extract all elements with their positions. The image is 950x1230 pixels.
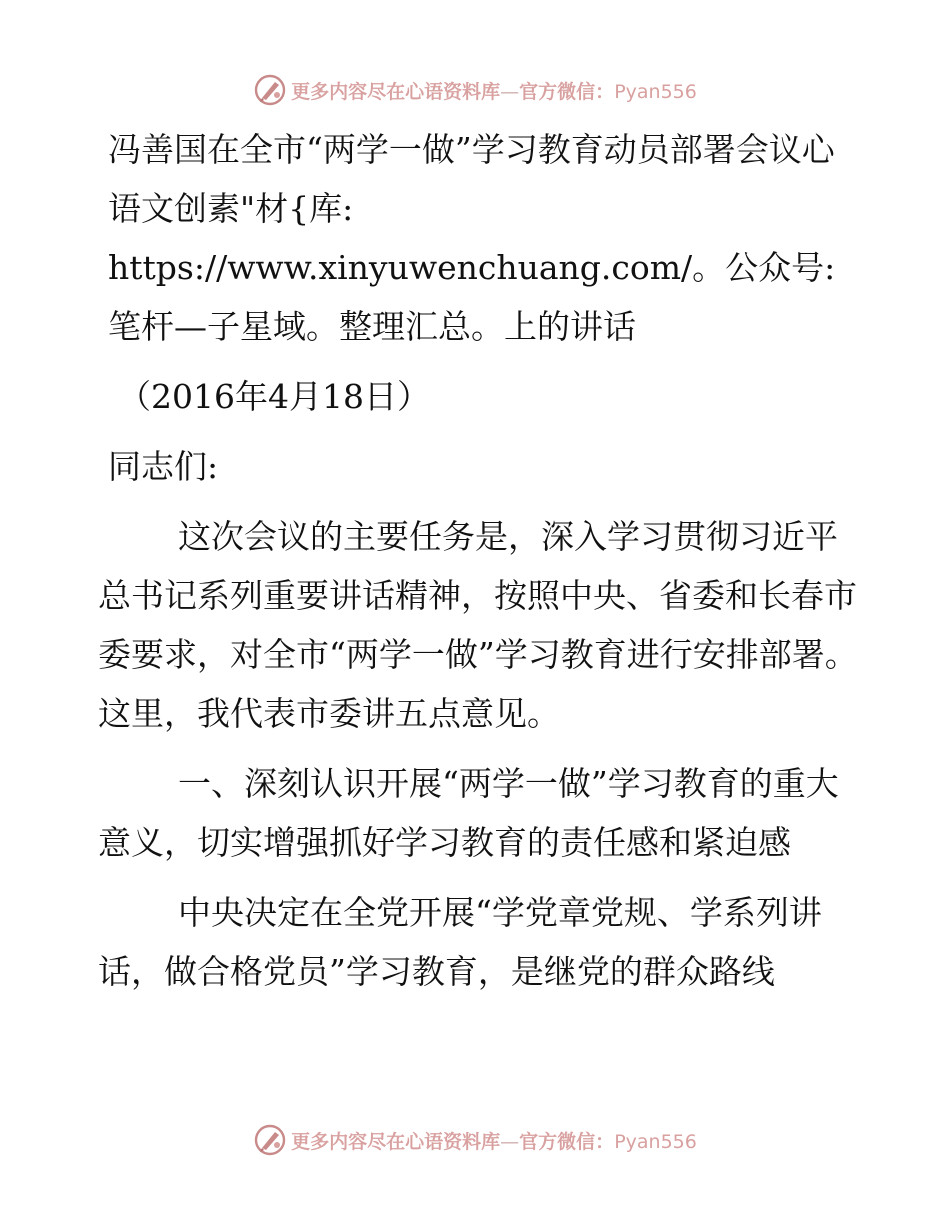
section-heading-1: 一、深刻认识开展“两学一做”学习教育的重大意义，切实增强抓好学习教育的责任感和紧迫感 (98, 764, 839, 862)
banner-wechat-label: 官方微信： (519, 80, 615, 103)
banner-wechat-id: Pyan556 (614, 1130, 697, 1153)
banner-main-text: 更多内容尽在心语资料库 (291, 80, 501, 103)
document-date: （2016年4月18日） (118, 377, 430, 416)
document-title: 冯善国在全市“两学一做”学习教育动员部署会议心语文创素"材{库: https://www.xinyuwenchuang.com/。公众号: 笔杆—子星域。整理汇总。上的讲话 (108, 130, 836, 346)
pen-seal-logo-icon (253, 1123, 287, 1157)
document-greeting: 同志们: (108, 447, 219, 486)
banner-separator: — (500, 1130, 520, 1153)
paragraph-2: 中央决定在全党开展“学党章党规、学系列讲话，做合格党员”学习教育，是继党的群众路线 (98, 893, 822, 991)
banner-wechat-label: 官方微信： (519, 1130, 615, 1153)
header-banner (0, 70, 950, 110)
footer-banner (0, 1120, 950, 1160)
banner-text (291, 1127, 697, 1154)
pen-seal-logo-icon (253, 73, 287, 107)
paragraph-1: 这次会议的主要任务是，深入学习贯彻习近平总书记系列重要讲话精神，按照中央、省委和长春市委要求，对全市“两学一做”学习教育进行安排部署。这里，我代表市委讲五点意见。 (98, 517, 858, 733)
document-body (98, 120, 858, 1001)
banner-main-text: 更多内容尽在心语资料库 (291, 1130, 501, 1153)
banner-wechat-id: Pyan556 (614, 80, 697, 103)
banner-separator: — (500, 80, 520, 103)
banner-text (291, 77, 697, 104)
